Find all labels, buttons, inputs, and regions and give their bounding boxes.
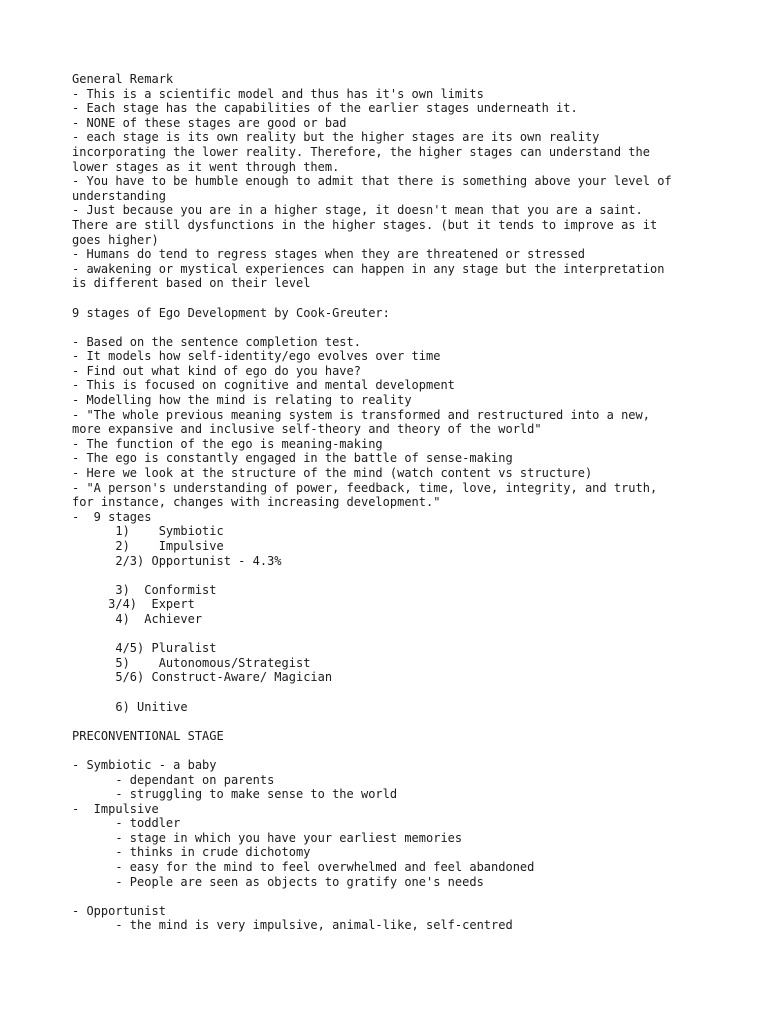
spacer (72, 320, 712, 335)
remark-line: - Humans do tend to regress stages when they are threatened or stressed (72, 247, 585, 262)
remark-line: - You have to be humble enough to admit that there is something above your level of (72, 174, 672, 189)
stage-item: 6) Unitive (72, 699, 188, 714)
ego-line: for instance, changes with increasing development." (72, 495, 441, 510)
spacer (72, 627, 712, 642)
remark-line: - This is a scientific model and thus has it's own limits (72, 86, 484, 101)
remark-line: - NONE of these stages are good or bad (72, 115, 347, 130)
impulsive-block (72, 802, 712, 890)
ego-line: - Based on the sentence completion test. (72, 334, 361, 349)
preconventional-section (72, 729, 712, 933)
spacer (72, 889, 712, 904)
opportunist-block (72, 904, 712, 933)
remark-line: - awakening or mystical experiences can happen in any stage but the interpretation (72, 261, 665, 276)
stage-item: 5/6) Construct-Aware/ Magician (72, 670, 333, 685)
ego-development-title: 9 stages of Ego Development by Cook-Greuter: (72, 305, 390, 320)
spacer (72, 291, 712, 306)
stage-item: 3/4) Expert (72, 597, 195, 612)
remark-line: - Just because you are in a higher stage, it doesn't mean that you are a saint. (72, 203, 643, 218)
stage-list (72, 524, 712, 714)
stage-heading: - Impulsive (72, 801, 159, 816)
symbiotic-block (72, 758, 712, 802)
stage-detail: - People are seen as objects to gratify one's needs (72, 874, 484, 889)
stage-item: 3) Conformist (72, 582, 217, 597)
ego-line: - 9 stages (72, 509, 152, 524)
stage-detail: - stage in which you have your earliest memories (72, 830, 463, 845)
stage-detail: - thinks in crude dichotomy (72, 845, 311, 860)
spacer (72, 743, 712, 758)
ego-line: - Here we look at the structure of the mind (watch content vs structure) (72, 466, 593, 481)
stage-heading: - Opportunist (72, 903, 166, 918)
remark-line: incorporating the lower reality. Therefore, the higher stages can understand the (72, 144, 650, 159)
stage-item: 2/3) Opportunist - 4.3% (72, 553, 282, 568)
ego-development-section (72, 306, 712, 715)
stage-item: 2) Impulsive (72, 539, 224, 553)
stage-detail: - easy for the mind to feel overwhelmed and feel abandoned (72, 860, 535, 875)
stage-item: 4/5) Pluralist (72, 641, 217, 656)
ego-line: - The ego is constantly engaged in the battle of sense-making (72, 451, 513, 466)
document-page (72, 72, 712, 933)
stage-detail: - struggling to make sense to the world (72, 787, 398, 802)
remark-line: understanding (72, 188, 166, 203)
ego-line: - It models how self-identity/ego evolves over time (72, 349, 441, 364)
stage-item: 1) Symbiotic (72, 524, 224, 539)
remark-line: There are still dysfunctions in the higher stages. (but it tends to improve as it (72, 217, 658, 232)
ego-line: - "The whole previous meaning system is transformed and restructured into a new, (72, 407, 650, 422)
spacer (72, 568, 712, 583)
ego-line: more expansive and inclusive self-theory and theory of the world" (72, 422, 542, 437)
ego-line: - "A person's understanding of power, feedback, time, love, integrity, and truth, (72, 480, 658, 495)
remark-line: lower stages as it went through them. (72, 159, 340, 174)
general-remark-title: General Remark (72, 72, 174, 86)
preconventional-title: PRECONVENTIONAL STAGE (72, 728, 224, 743)
stage-detail: - toddler (72, 816, 181, 831)
stage-item: 5) Autonomous/Strategist (72, 655, 311, 670)
stage-item: 4) Achiever (72, 611, 203, 626)
stage-detail: - dependant on parents (72, 772, 275, 787)
remark-line: is different based on their level (72, 276, 311, 291)
general-remark-section (72, 72, 712, 291)
stage-heading: - Symbiotic - a baby (72, 757, 217, 772)
ego-line: - The function of the ego is meaning-making (72, 436, 383, 451)
remark-line: - Each stage has the capabilities of the earlier stages underneath it. (72, 101, 578, 116)
stage-detail: - the mind is very impulsive, animal-like, self-centred (72, 918, 513, 933)
ego-line: - Modelling how the mind is relating to reality (72, 393, 412, 408)
ego-line: - This is focused on cognitive and mental development (72, 378, 455, 393)
remark-line: goes higher) (72, 232, 159, 247)
spacer (72, 714, 712, 729)
ego-line: - Find out what kind of ego do you have? (72, 363, 361, 378)
spacer (72, 685, 712, 700)
remark-line: - each stage is its own reality but the higher stages are its own reality (72, 130, 600, 145)
